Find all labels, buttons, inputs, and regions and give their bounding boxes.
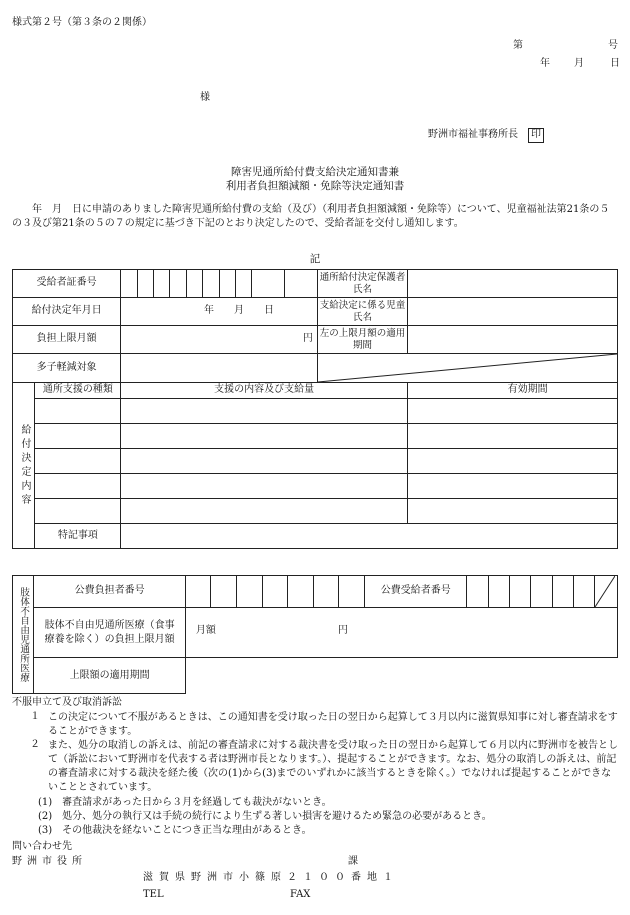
support-row-3-content[interactable] — [121, 449, 408, 474]
decision-date-value[interactable]: 年 月 日 — [121, 298, 318, 326]
support-row-5-type[interactable] — [35, 499, 121, 524]
support-row-2-content[interactable] — [121, 424, 408, 449]
diagonal-cell — [317, 354, 617, 383]
side-label-medical: 肢体不自由児通所医療 — [13, 576, 34, 694]
appeal-sub1: (1) 審査請求があった日から３月を経過しても裁決がないとき。 — [38, 797, 332, 808]
appeal-item1-no: １ — [30, 711, 40, 722]
decision-table — [12, 269, 618, 549]
support-row-3-type[interactable] — [35, 449, 121, 474]
guardian-name-cell[interactable] — [408, 270, 618, 298]
number-label-go: 号 — [608, 40, 618, 51]
title-line1: 障害児通所給付費支給決定通知書兼 — [231, 166, 399, 178]
medical-limit-cell[interactable] — [185, 608, 617, 658]
recipient-no-cell[interactable] — [121, 270, 137, 298]
appeal-item1: この決定について不服があるときは、この通知書を受け取った日の翌日から起算して３月以内に滋賀県知事に対し審査請求をすることができます。 — [48, 712, 618, 737]
seal-mark: 印 — [528, 128, 544, 143]
public-recipient-cell[interactable] — [467, 576, 488, 608]
applicable-period-label: 左の上限月額の適用期間 — [317, 326, 407, 354]
support-row-1-type[interactable] — [35, 399, 121, 424]
multichild-cell[interactable] — [121, 354, 318, 383]
contact-fax: FAX — [290, 889, 311, 900]
multichild-label: 多子軽減対象 — [13, 354, 121, 383]
public-payer-label: 公費負担者番号 — [34, 576, 186, 608]
appeal-sub2: (2) 処分、処分の執行又は手続の続行により生ずる著しい損害を避けるため緊急の必要があるとき。 — [38, 811, 492, 822]
medical-yen: 円 — [337, 625, 348, 636]
date-day: 日 — [610, 58, 620, 69]
burden-limit-label: 負担上限月額 — [13, 326, 121, 354]
public-payer-cell[interactable] — [185, 576, 211, 608]
support-row-5-valid[interactable] — [408, 499, 618, 524]
contact-address: 滋賀県野洲市小篠原２１００番地１ — [143, 872, 399, 883]
medical-table — [12, 575, 618, 694]
date-month: 月 — [574, 58, 584, 69]
support-row-4-content[interactable] — [121, 474, 408, 499]
diagonal-line — [318, 354, 617, 382]
appeal-item2-no: ２ — [30, 739, 40, 750]
col-valid-header: 有効期間 — [408, 383, 618, 399]
ki-label: 記 — [309, 253, 321, 265]
monthly-amount-label: 月額 — [195, 625, 216, 636]
date-year: 年 — [540, 58, 550, 69]
decision-date-label: 給付決定年月日 — [13, 298, 121, 326]
child-name-cell[interactable] — [408, 298, 618, 326]
addressee-suffix: 様 — [200, 92, 210, 103]
contact-tel: TEL — [143, 889, 164, 900]
contact-section: 課 — [348, 856, 358, 867]
public-recipient-diagonal — [595, 576, 618, 608]
burden-yen[interactable]: 円 — [121, 326, 318, 354]
form-number: 様式第２号（第３条の２関係） — [12, 17, 152, 28]
appeal-heading: 不服申立て及び取消訴訟 — [12, 697, 122, 708]
support-row-2-type[interactable] — [35, 424, 121, 449]
issuer-name: 野洲市福祉事務所長 — [428, 129, 518, 140]
public-recipient-label: 公費受給者番号 — [365, 576, 467, 608]
appeal-sub3: (3) その他裁決を経ないことにつき正当な理由があるとき。 — [38, 825, 312, 836]
special-notes-label: 特記事項 — [35, 524, 121, 549]
child-name-label: 支給決定に係る児童氏名 — [317, 298, 407, 326]
recipient-no-label: 受給者証番号 — [13, 270, 121, 298]
contact-heading: 問い合わせ先 — [12, 841, 72, 852]
appeal-item2: また、処分の取消しの訴えは、前記の審査請求に対する裁決書を受け取った日の翌日から起算して６月以内に野洲市を被告として（訴訟において野洲市を代表する者は野洲市長となります。）、提起することができます。なお、処分の取消しの訴えは、前記の審査請求に対する裁決を経た後（次の(1)から(3)までのいずれかに該当するときを除く。）でなければ提起することができないこととされています。 — [48, 740, 618, 793]
contact-office: 野洲市役所 — [12, 856, 87, 867]
support-row-1-valid[interactable] — [408, 399, 618, 424]
issuer — [428, 128, 544, 143]
col-type-header: 通所支援の種類 — [35, 383, 121, 399]
support-row-1-content[interactable] — [121, 399, 408, 424]
support-row-5-content[interactable] — [121, 499, 408, 524]
special-notes-cell[interactable] — [121, 524, 618, 549]
intro-text: 年 月 日に申請のありました障害児通所給付費の支給（及び）（利用者負担額減額・免除等）について、児童福祉法第21条の５の３及び第21条の５の７の規定に基づき下記のとおり決定したので、受給者証を交付し通知します。 — [12, 204, 610, 229]
col-content-header: 支援の内容及び支給量 — [121, 383, 408, 399]
side-label-kyufu: 給付決定内容 — [13, 383, 35, 549]
support-row-4-type[interactable] — [35, 474, 121, 499]
support-row-3-valid[interactable] — [408, 449, 618, 474]
support-row-4-valid[interactable] — [408, 474, 618, 499]
title-line2: 利用者負担額減額・免除等決定通知書 — [225, 180, 405, 192]
guardian-name-label: 通所給付決定保護者氏名 — [317, 270, 407, 298]
limit-period-label: 上限額の適用期間 — [34, 658, 186, 694]
applicable-period-cell[interactable] — [408, 326, 618, 354]
support-row-2-valid[interactable] — [408, 424, 618, 449]
medical-limit-label: 肢体不自由児通所医療（食事療養を除く）の負担上限月額 — [34, 608, 186, 658]
number-label-dai: 第 — [513, 40, 523, 51]
limit-period-cell[interactable] — [185, 658, 617, 694]
